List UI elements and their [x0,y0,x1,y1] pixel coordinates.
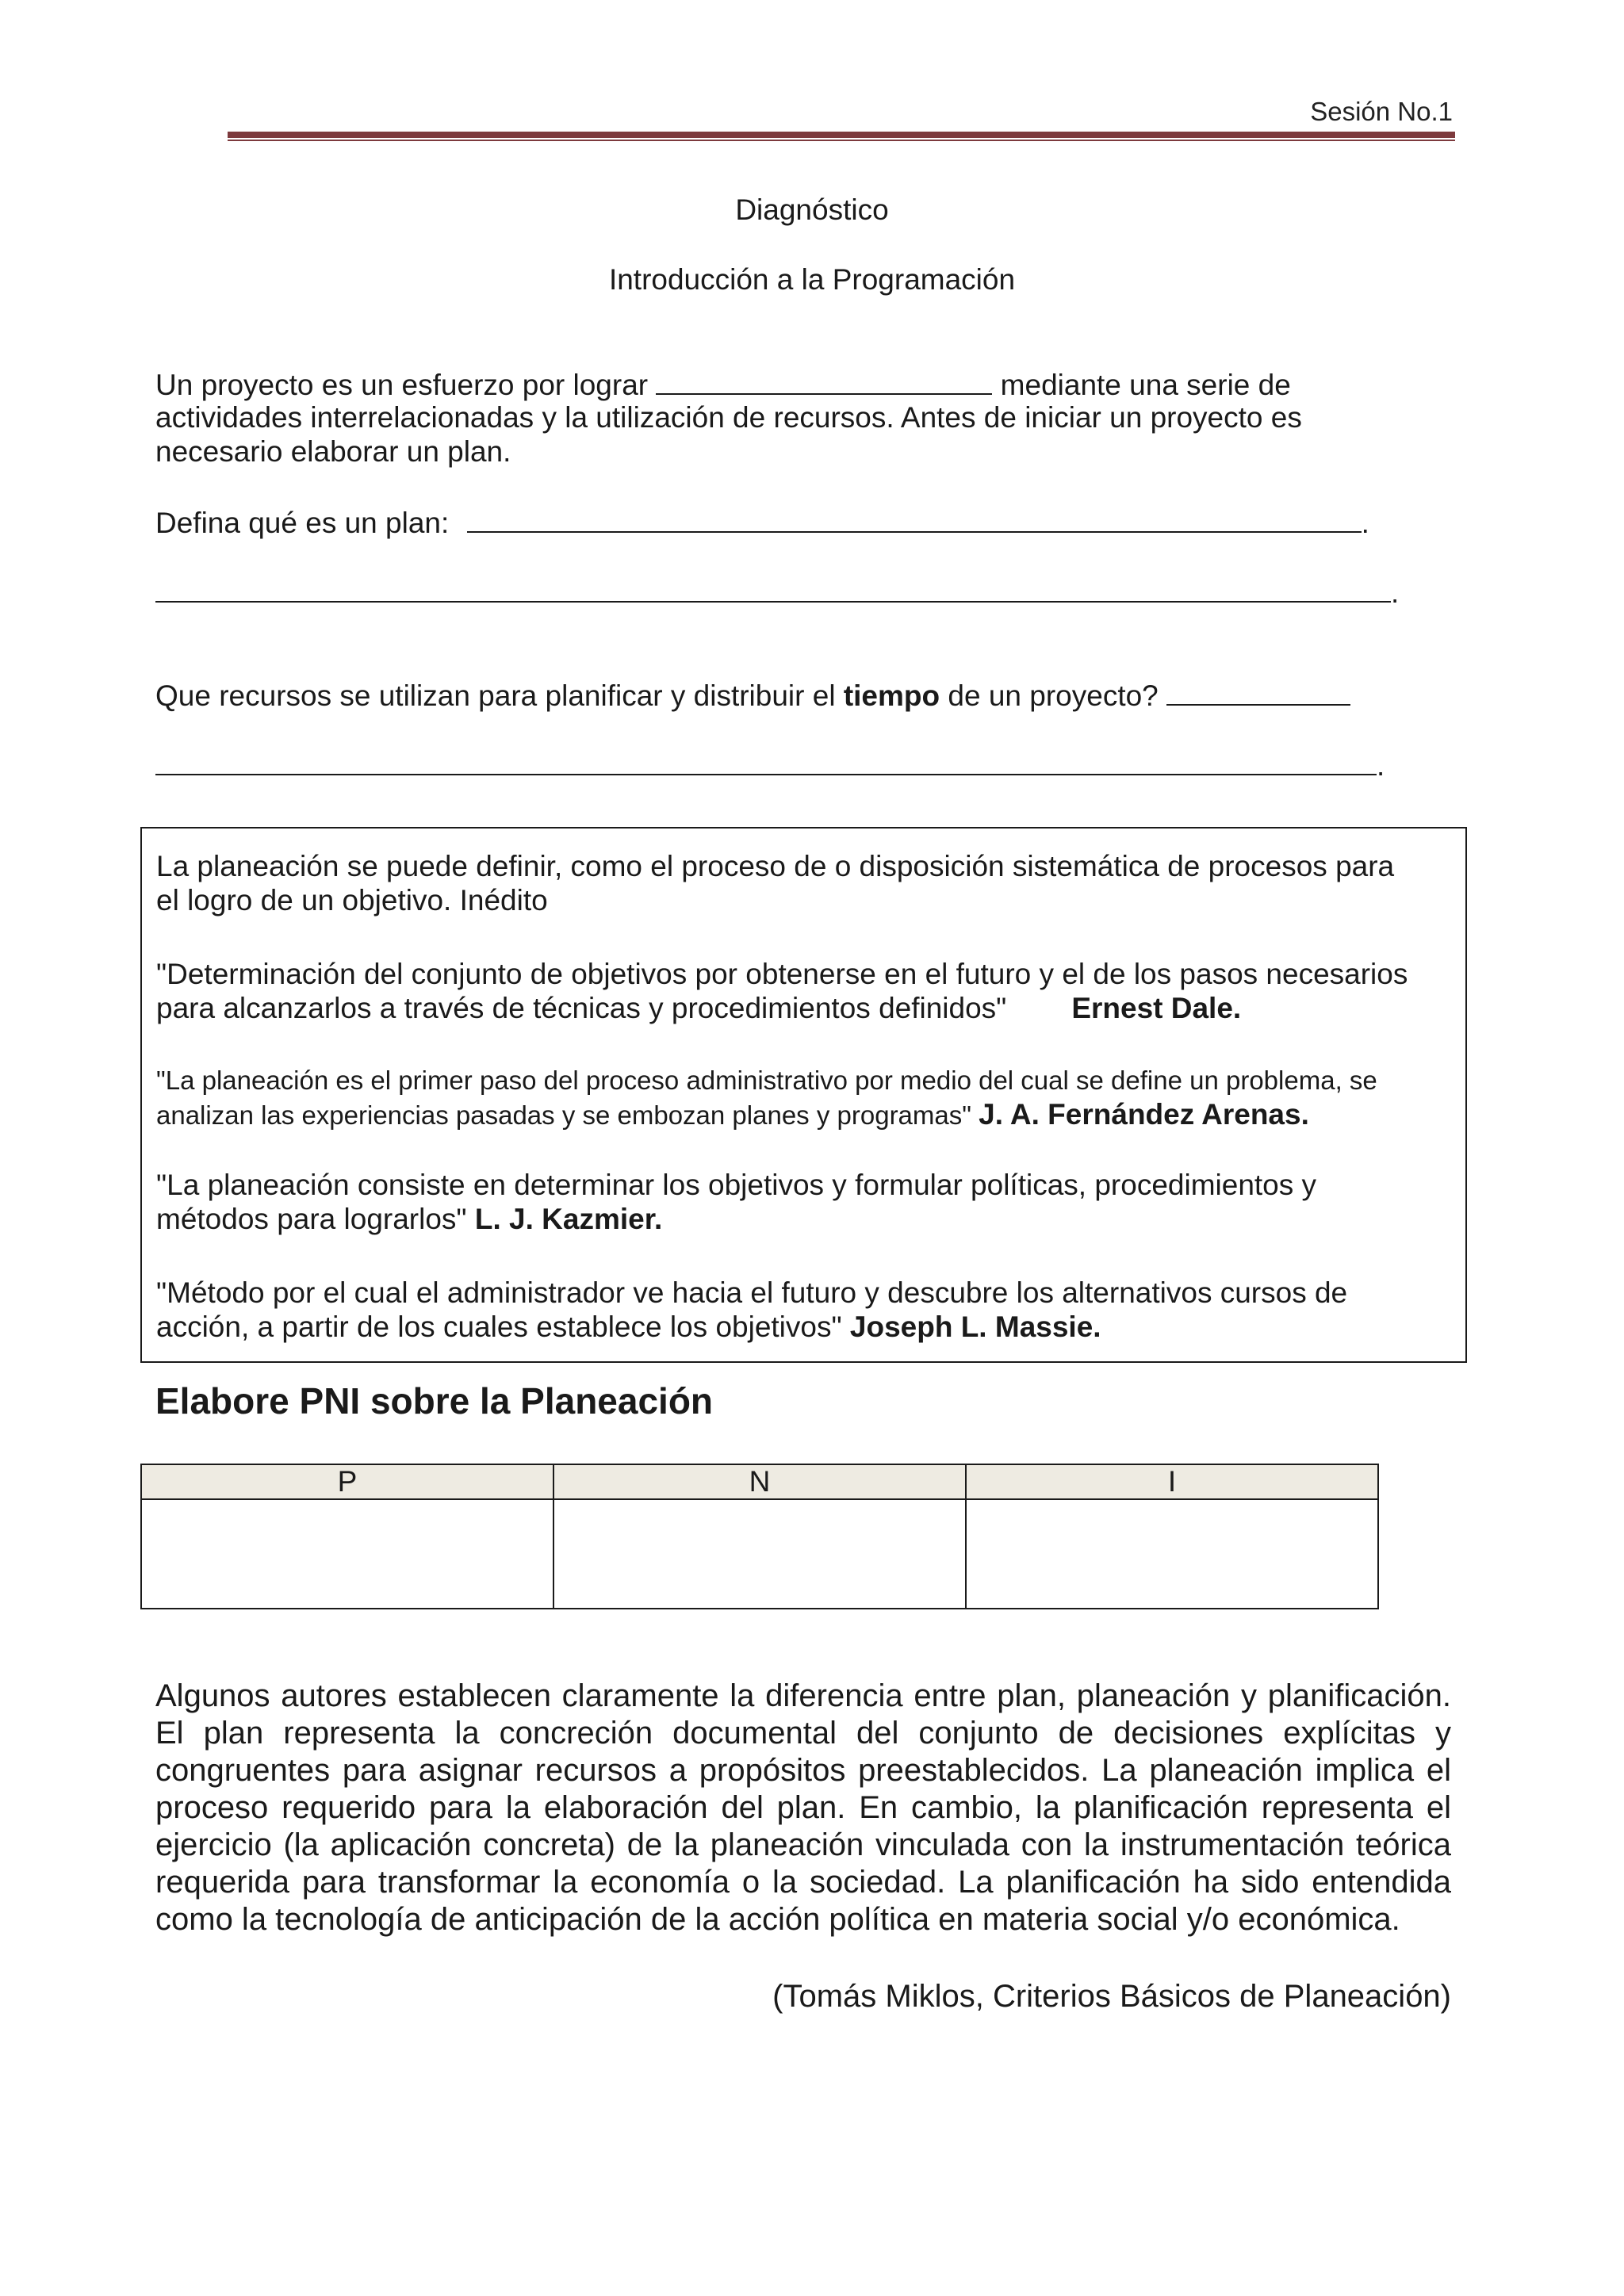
closing-citation: (Tomás Miklos, Criterios Básicos de Planeación) [772,1979,1451,2014]
answer-blank-resources[interactable] [1166,677,1350,706]
pni-header-p: P [141,1464,553,1499]
definition-1: La planeación se puede definir, como el proceso de o disposición sistemática de procesos para el logro de un objetivo. Inédito [156,850,1395,916]
question-1-line-1: Un proyecto es un esfuerzo por lograr mediante una serie de [155,366,1291,402]
pni-heading: Elabore PNI sobre la Planeación [155,1380,714,1422]
page-subtitle: Introducción a la Programación [608,263,1016,296]
answer-blank-resources-2[interactable] [155,747,1377,775]
session-label: Sesión No.1 [1310,97,1453,126]
author-kazmier: L. J. Kazmier. [474,1203,663,1235]
definition-5: "Método por el cual el administrador ve hacia el futuro y descubre los alternativos cursos de acción, a partir de los cuales establece los objetivos" Joseph L. Massie. [156,1276,1348,1343]
answer-blank-objective[interactable] [656,366,992,395]
definition-4: "La planeación consiste en determinar los objetivos y formular políticas, procedimientos y métodos para lograrlos" L. J. Kazmier. [156,1169,1317,1235]
author-dale: Ernest Dale. [1071,992,1242,1024]
question-2: Defina qué es un plan: . [155,504,1369,540]
header-rule [228,132,1455,141]
answer-blank-plan[interactable] [467,504,1362,533]
author-fernandez-arenas: J. A. Fernández Arenas. [979,1098,1309,1131]
author-massie: Joseph L. Massie. [849,1311,1101,1343]
pni-header-n: N [553,1464,966,1499]
definitions-box [140,827,1467,1363]
pni-table [140,1464,1379,1609]
closing-paragraph: Algunos autores establecen claramente la diferencia entre plan, planeación y planificación. El plan representa la concreción documental del conjunto de decisiones explícitas y congruentes para asignar recursos a propósitos preestablecidos. La planeación implica el proceso requerido para la elaboración del plan. En cambio, la planificación representa el ejercicio (la aplicación concreta) de la planeación vinculada con la instrumentación teórica requerida para transformar la economía o la sociedad. La planificación ha sido entendida como la tecnología de anticipación de la acción política en materia social y/o económica. [155,1678,1451,1937]
pni-cell-p[interactable] [141,1499,553,1609]
definition-2: "Determinación del conjunto de objetivos por obtenerse en el futuro y el de los pasos necesarios para alcanzarlos a través de técnicas y procedimientos definidos" Ernest Dale. [156,958,1408,1024]
question-1-line-3: necesario elaborar un plan. [155,435,511,468]
answer-blank-plan-2[interactable] [155,574,1391,603]
question-1-line-2: actividades interrelacionadas y la utilización de recursos. Antes de iniciar un proyecto es [155,401,1302,434]
page-title: Diagnóstico [735,193,889,226]
question-3-line-2: . [155,747,1385,783]
question-2-line-2: . [155,574,1399,610]
pni-header-i: I [966,1464,1378,1499]
definition-3: "La planeación es el primer paso del proceso administrativo por medio del cual se define un problema, se analizan las experiencias pasadas y se embozan planes y programas" J. A. Fernández Arenas. [156,1066,1377,1131]
question-3: Que recursos se utilizan para planificar y distribuir el tiempo de un proyecto? [155,677,1350,713]
pni-cell-n[interactable] [553,1499,966,1609]
pni-cell-i[interactable] [966,1499,1378,1609]
